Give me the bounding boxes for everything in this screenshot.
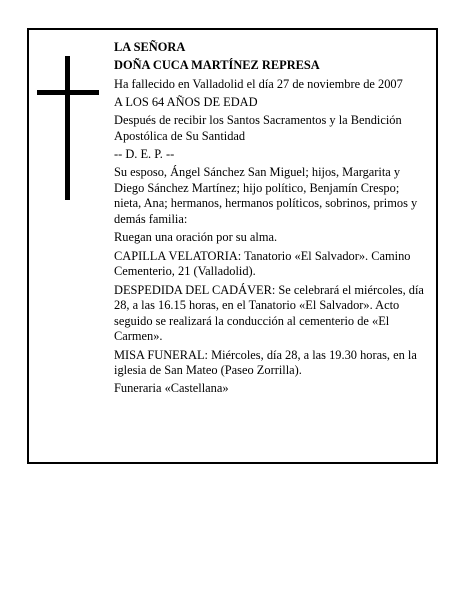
- notice-title: LA SEÑORA: [114, 40, 186, 54]
- family-list: Su esposo, Ángel Sánchez San Miguel; hijos, Margarita y Diego Sánchez Martínez; hijo político, Benjamín Crespo; nieta, Ana; hermanos, hermanos políticos, sobrinos, primos y demás familia:: [114, 165, 418, 227]
- cross-icon: [37, 56, 99, 200]
- mass-info: MISA FUNERAL: Miércoles, día 28, a las 19.30 horas, en la iglesia de San Mateo (Paseo Zorrilla).: [114, 347, 417, 378]
- rip-line: -- D. E. P. --: [114, 147, 175, 161]
- cross-horizontal-bar: [37, 90, 99, 95]
- chapel-info: CAPILLA VELATORIA: Tanatorio «El Salvador». Camino Cementerio, 21 (Valladolid).: [114, 248, 411, 279]
- cross-vertical-bar: [65, 56, 70, 200]
- deceased-name: DOÑA CUCA MARTÍNEZ REPRESA: [114, 58, 320, 73]
- prayer-request: Ruegan una oración por su alma.: [114, 230, 278, 245]
- funeral-home: Funeraria «Castellana»: [114, 381, 229, 396]
- obituary-notice: [27, 28, 438, 464]
- age-statement: A LOS 64 AÑOS DE EDAD: [114, 94, 258, 109]
- notice-text: [114, 40, 424, 400]
- death-statement: Ha fallecido en Valladolid el día 27 de noviembre de 2007: [114, 76, 403, 91]
- farewell-info: DESPEDIDA DEL CADÁVER: Se celebrará el miércoles, día 28, a las 16.15 horas, en el Tanatorio «El Salvador». Acto seguido se realizará la conducción al cementerio de «El Carmen».: [114, 282, 424, 344]
- sacraments-statement: Después de recibir los Santos Sacramentos y la Bendición Apostólica de Su Santidad: [114, 113, 402, 143]
